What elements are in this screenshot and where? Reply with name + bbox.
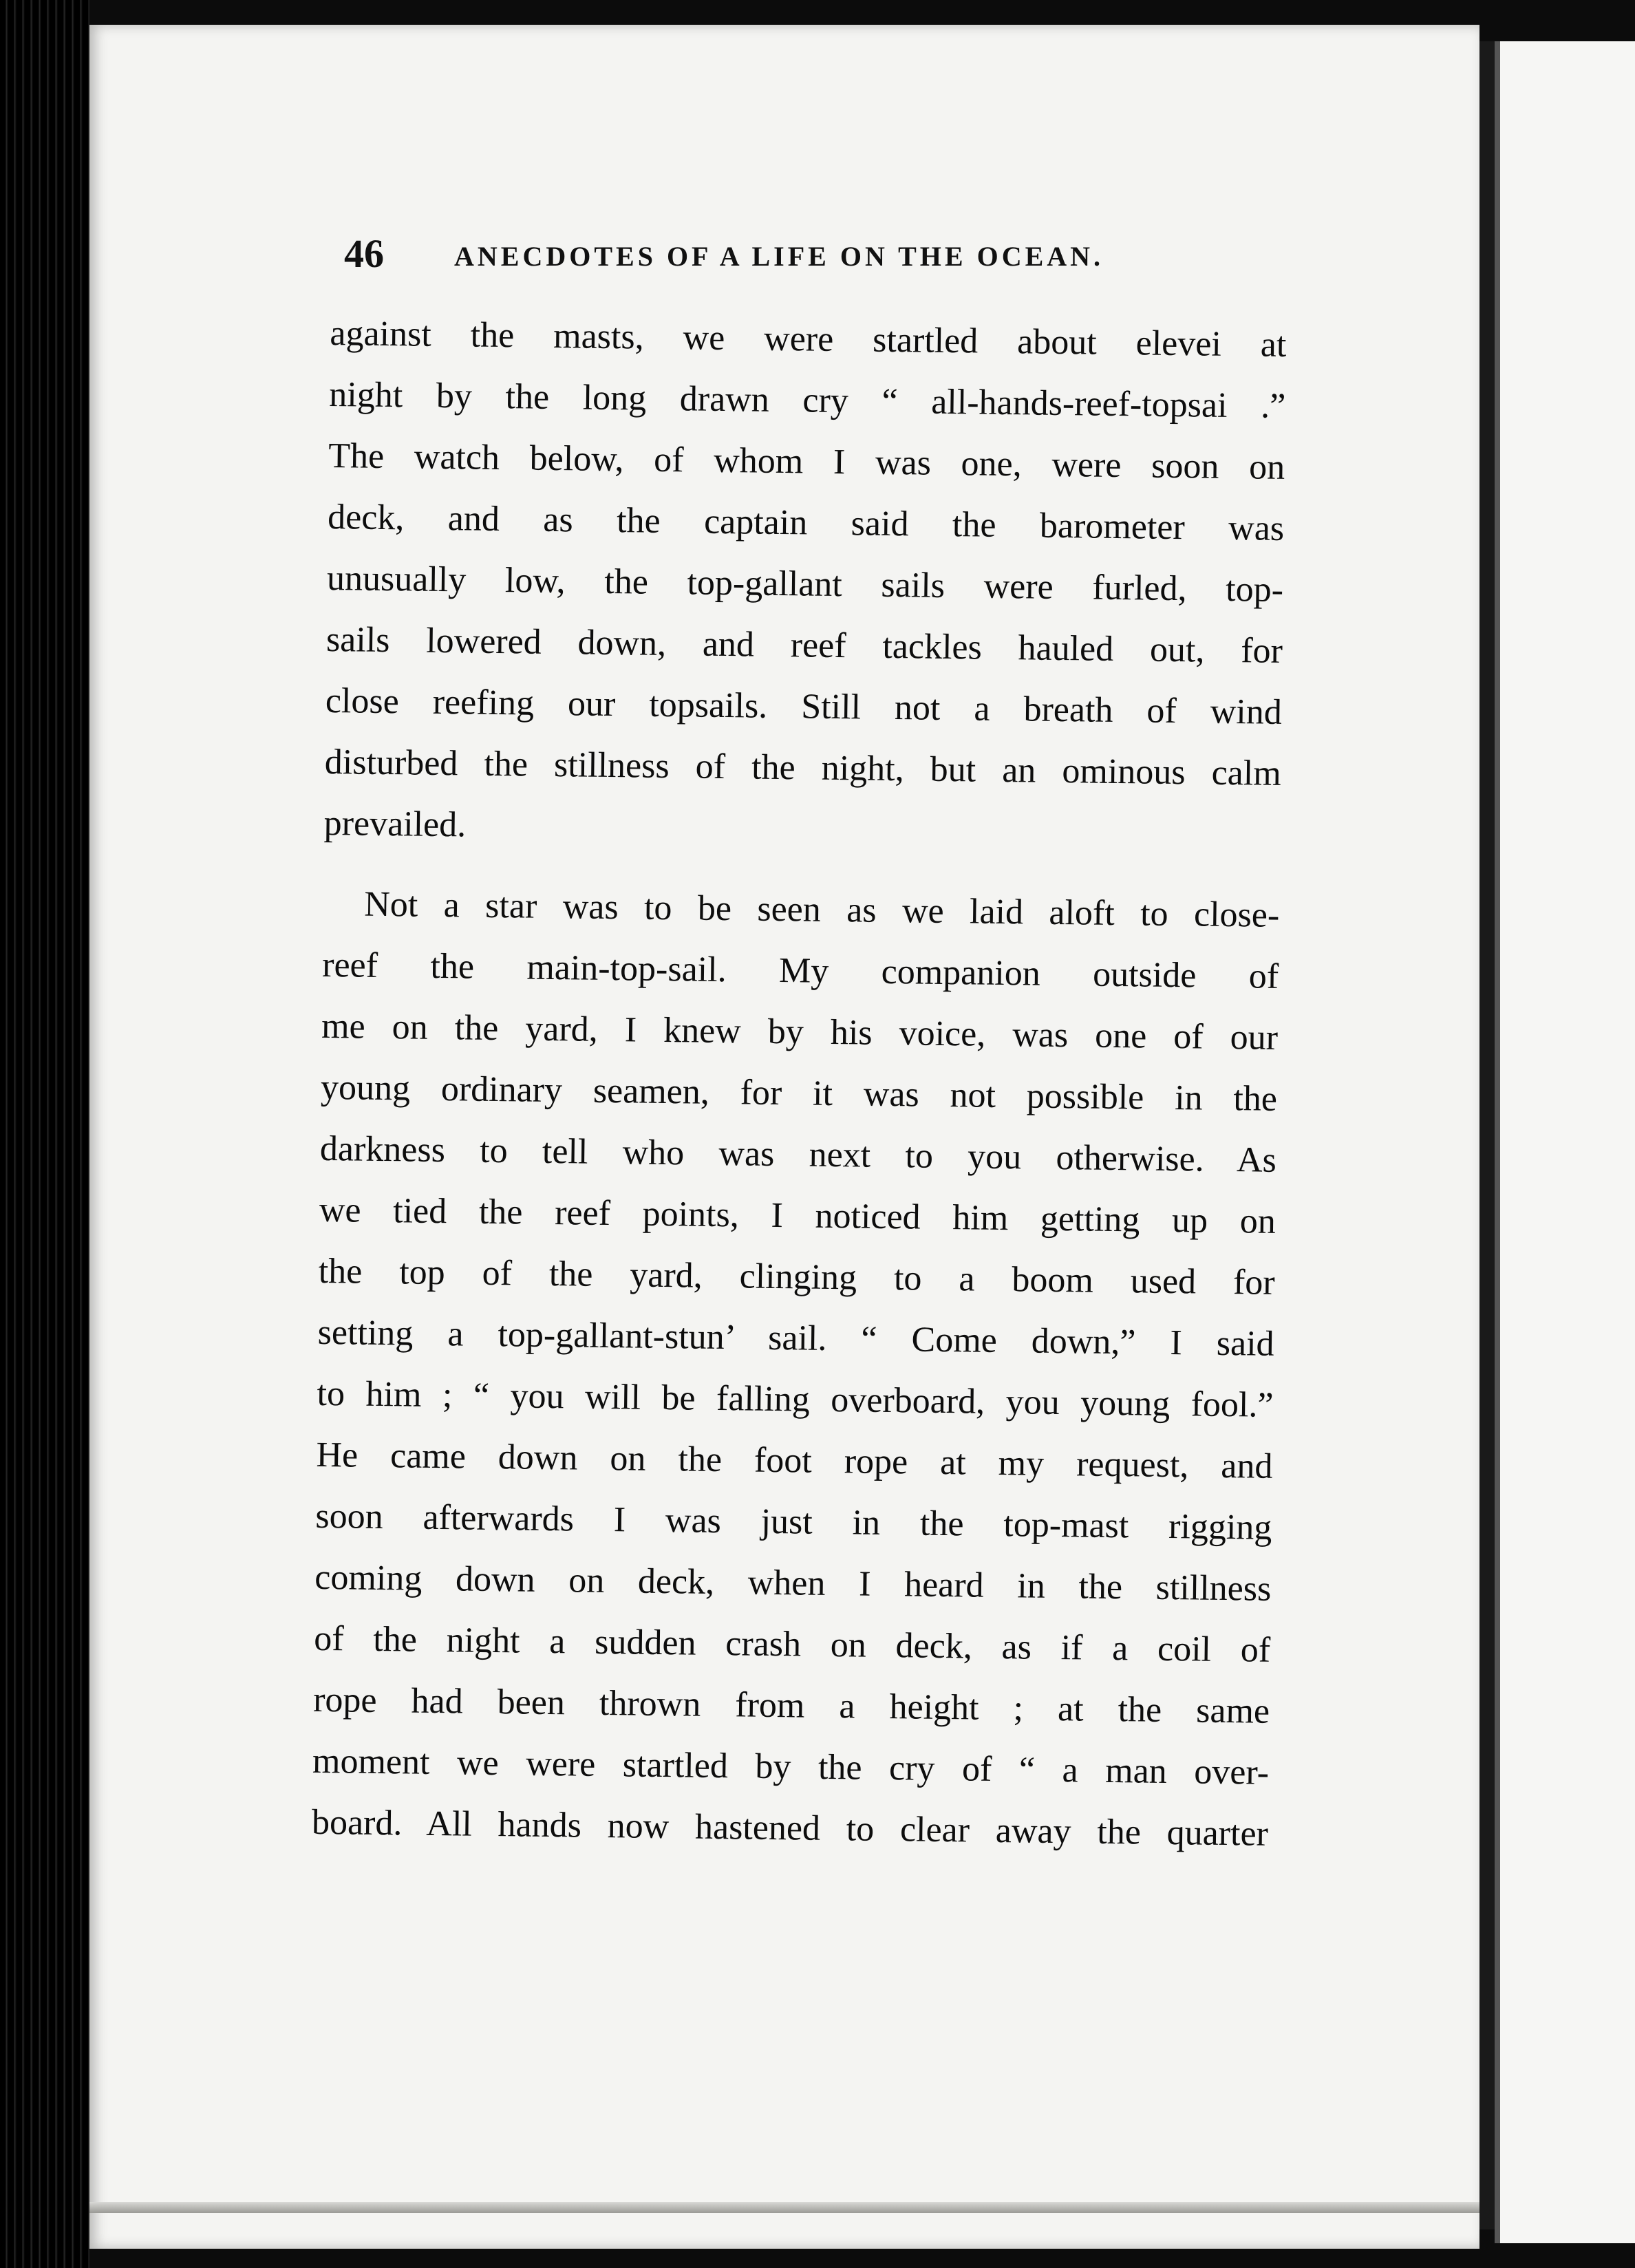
text-line: deck, and as the captain said the barometer was [327, 497, 1285, 548]
text-line: me on the yard, I knew by his voice, was one of our [321, 1006, 1279, 1058]
text-line: reef the main-top-sail. My companion outside of [321, 945, 1279, 996]
text-line: of the night a sudden crash on deck, as if a coil of [313, 1618, 1271, 1670]
page-header [344, 231, 1170, 279]
text-line: sails lowered down, and reef tackles hauled out, for [325, 619, 1283, 671]
text-line: He came down on the foot rope at my request, and [316, 1435, 1273, 1486]
page-gutter-shadow [1479, 41, 1495, 2229]
text-line: against the masts, we were startled about elevei at [330, 313, 1287, 365]
text-line: night by the long drawn cry “ all-hands-reef-topsai .” [329, 374, 1286, 426]
text-line: The watch below, of whom I was one, were soon on [328, 436, 1285, 487]
paragraph-2 [311, 873, 1279, 1865]
text-line: young ordinary seamen, for it was not possible in the [320, 1067, 1278, 1119]
text-line: rope had been thrown from a height ; at the same [312, 1680, 1270, 1731]
text-line: moment we were startled by the cry of “ a man over- [312, 1741, 1270, 1793]
text-line: board. All hands now hastened to clear away the quarter [311, 1802, 1269, 1854]
text-line: darkness to tell who was next to you otherwise. As [319, 1128, 1277, 1180]
text-line: soon afterwards I was just in the top-mast rigging [315, 1496, 1272, 1548]
next-page-edge [1495, 41, 1635, 2243]
text-line: unusually low, the top-gallant sails were furled, top- [326, 558, 1284, 610]
text-line: to him ; “ you will be falling overboard, you young fool.” [317, 1373, 1274, 1425]
text-line: close reefing our topsails. Still not a breath of wind [325, 681, 1283, 732]
next-page-fold [1495, 41, 1500, 2243]
text-line: we tied the reef points, I noticed him getting up on [319, 1190, 1276, 1241]
text-line: the top of the yard, clinging to a boom used for [318, 1251, 1276, 1303]
text-line: disturbed the stillness of the night, but an ominous calm [324, 742, 1282, 793]
running-head: ANECDOTES OF A LIFE ON THE OCEAN. [454, 241, 1104, 272]
page-number: 46 [344, 231, 384, 276]
text-line: Not a star was to be seen as we laid aloft to close- [363, 884, 1280, 935]
page-bottom-edge [89, 2202, 1479, 2213]
text-line: prevailed. [323, 803, 467, 845]
book-binding [0, 0, 89, 2268]
paragraph-1 [323, 303, 1287, 866]
text-line: coming down on deck, when I heard in the stillness [314, 1557, 1272, 1609]
text-line: setting a top-gallant-stun’ sail. “ Come down,” I said [317, 1312, 1274, 1364]
page-body [311, 303, 1286, 1865]
